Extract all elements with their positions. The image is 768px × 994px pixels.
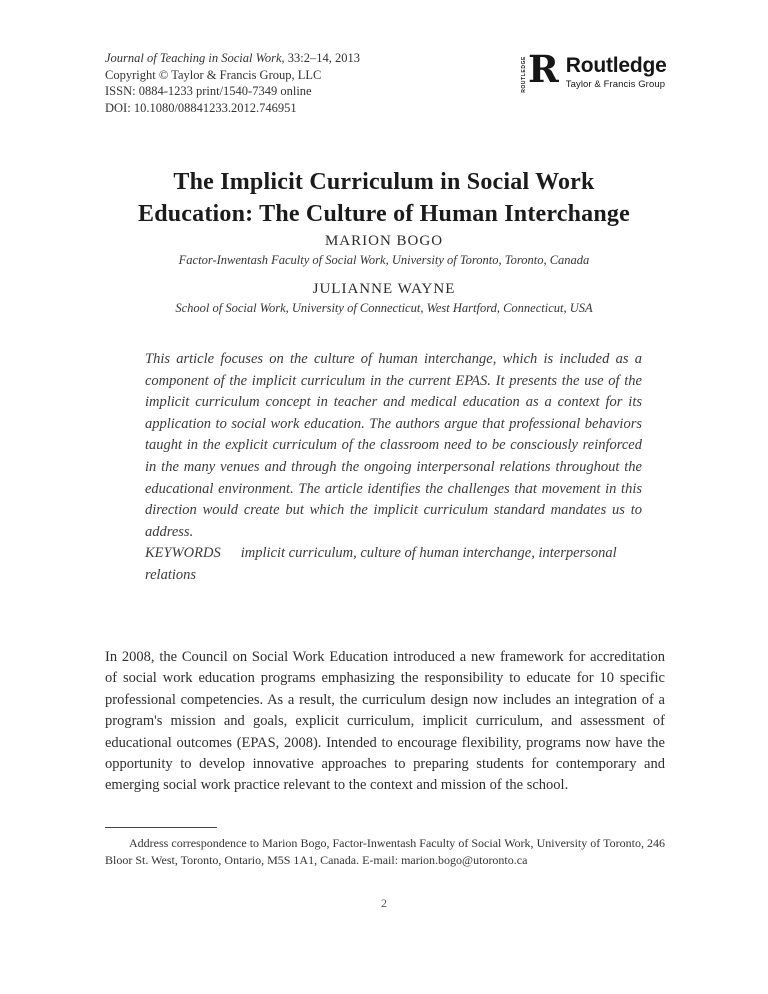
author-affiliation-2: School of Social Work, University of Connecticut, West Hartford, Connecticut, USA	[175, 301, 593, 315]
keywords-line	[145, 543, 642, 586]
keywords-label: KEYWORDS	[145, 545, 221, 562]
abstract-text: This article focuses on the culture of human interchange, which is included as a component of the implicit curriculum in the current EPAS. It presents the use of the implicit curriculum concept in teacher and medical education as a context for its application to social work education. The authors argue that professional behaviors taught in the explicit curriculum of the classroom need to be consciously reinforced in the many venues and through the ongoing interpersonal relations throughout the educational environment. The article identifies the challenges that movement in this direction would create but which the implicit curriculum standard mandates us to address.	[145, 351, 642, 540]
article-title-line1: The Implicit Curriculum in Social Work	[173, 169, 595, 196]
routledge-tagline: Taylor & Francis Group	[565, 79, 666, 91]
doi-line: DOI: 10.1080/08841233.2012.746951	[105, 100, 297, 115]
keywords-text: implicit curriculum, culture of human interchange, interpersonal relations	[145, 545, 617, 583]
copyright-line: Copyright © Taylor & Francis Group, LLC	[105, 67, 322, 82]
author-name-1: MARION BOGO	[324, 233, 444, 249]
article-title-line2: Education: The Culture of Human Interchange	[138, 201, 630, 228]
author-affiliation-1: Factor-Inwentash Faculty of Social Work, University of Toronto, Toronto, Canada	[178, 253, 590, 267]
issn-line: ISSN: 0884-1233 print/1540-7349 online	[105, 84, 312, 98]
routledge-r-glyph: R	[528, 47, 559, 91]
journal-citation-line	[105, 50, 505, 67]
routledge-logo	[521, 47, 667, 93]
article-title	[0, 166, 768, 230]
footnote-rule	[105, 827, 217, 828]
journal-header	[105, 50, 505, 116]
correspondence-footnote: Address correspondence to Marion Bogo, Factor-Inwentash Faculty of Social Work, University of Toronto, 246 Bloor St. West, Toronto, Ontario, M5S 1A1, Canada. E-mail: marion.bogo@utoronto.ca	[105, 836, 665, 867]
author-name-2: JULIANNE WAYNE	[312, 281, 456, 297]
routledge-name: Routledge	[565, 54, 667, 77]
routledge-wordmark	[566, 55, 667, 90]
page-number: 2	[381, 896, 387, 910]
routledge-vertical-text: ROUTLEDGE	[521, 56, 527, 93]
abstract-section	[145, 349, 642, 587]
body-paragraph: In 2008, the Council on Social Work Education introduced a new framework for accreditation of social work education programs emphasizing the responsibility to educate for 10 specific professional competencies. As a result, the curriculum design now includes an integration of a program's mission and goals, explicit curriculum, implicit curriculum, and assessment of educational outcomes (EPAS, 2008). Intended to encourage flexibility, programs now have the opportunity to develop innovative approaches to preparing students for contemporary and emerging social work practice relevant to the context and mission of the school.	[105, 649, 665, 794]
journal-volume-info: , 33:2–14, 2013	[281, 51, 360, 65]
journal-title: Journal of Teaching in Social Work	[105, 51, 282, 65]
routledge-mark	[521, 47, 559, 93]
